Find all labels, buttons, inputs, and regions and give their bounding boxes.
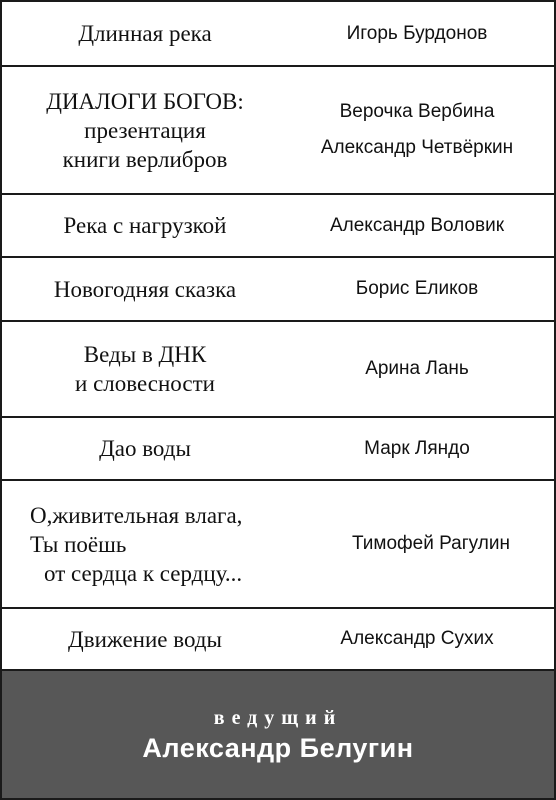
talk-title-line: и словесности <box>75 371 215 396</box>
speaker-name-line: Верочка Вербина <box>339 101 495 122</box>
talk-title <box>2 19 288 48</box>
program-row-8 <box>2 609 554 671</box>
talk-title <box>2 87 288 174</box>
talk-title-line: О,живительная влага, <box>30 502 243 528</box>
speaker-name-line: Игорь Бурдонов <box>346 22 488 44</box>
talk-title-line: Ты поёшь <box>30 531 127 557</box>
talk-title-line: книги верлибров <box>62 146 228 172</box>
speaker-name-line: Тимофей Рагулин <box>352 533 510 554</box>
program-row-4 <box>2 258 554 322</box>
talk-title <box>2 275 288 304</box>
speaker-name-line: Борис Еликов <box>355 278 479 299</box>
talk-title <box>2 211 288 240</box>
talk-title-line: ДИАЛОГИ БОГОВ: <box>46 88 244 114</box>
talk-title-line: Движение воды <box>68 626 222 652</box>
host-footer <box>2 671 554 798</box>
program-row-6 <box>2 418 554 481</box>
talk-title-line: презентация <box>84 117 206 143</box>
program-row-2 <box>2 67 554 195</box>
talk-title-line: Дао воды <box>99 436 191 461</box>
speaker-name <box>288 16 554 52</box>
program-row-3 <box>2 195 554 258</box>
speaker-name-line: Арина Лань <box>365 358 469 379</box>
host-role-label: ведущий <box>213 706 343 729</box>
speaker-name-line: Александр Четвёркин <box>320 137 514 158</box>
speaker-name <box>288 271 554 307</box>
program-row-1 <box>2 2 554 67</box>
talk-title-line: Длинная река <box>78 21 212 46</box>
speaker-name <box>288 431 554 467</box>
talk-title-line: Река с нагрузкой <box>63 213 227 238</box>
talk-title-line: от сердца к сердцу... <box>44 560 243 586</box>
program-row-7 <box>2 481 554 609</box>
speaker-name-line: Александр Воловик <box>329 214 505 236</box>
speaker-name <box>288 208 554 244</box>
host-name: Александр Белугин <box>142 732 414 763</box>
speaker-name-line: Александр Сухих <box>340 628 494 649</box>
talk-title <box>2 434 288 463</box>
speaker-name <box>316 526 554 562</box>
talk-title-line: Новогодняя сказка <box>53 276 237 302</box>
program-row-5 <box>2 322 554 418</box>
speaker-name <box>288 621 554 657</box>
talk-title <box>2 340 288 398</box>
talk-title <box>2 501 316 588</box>
speaker-name <box>288 94 554 166</box>
speaker-name <box>288 351 554 387</box>
talk-title-line: Веды в ДНК <box>83 342 207 367</box>
talk-title <box>2 625 288 654</box>
speaker-name-line: Марк Ляндо <box>364 437 470 459</box>
